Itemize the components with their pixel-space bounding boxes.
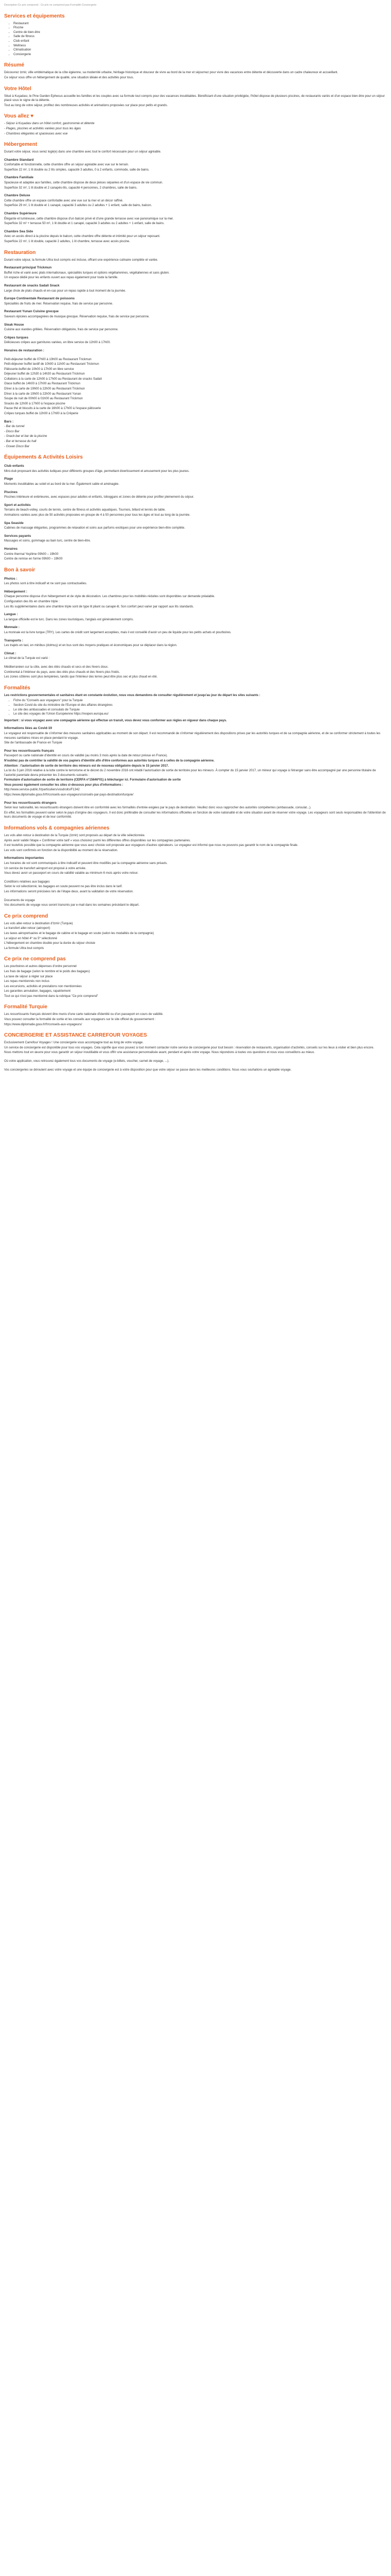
section-title: Informations vols & compagnies aériennes xyxy=(4,825,109,832)
section-title: CONCIERGERIE ET ASSISTANCE CARREFOUR VOYAGES xyxy=(4,1032,147,1039)
paragraph: Passeport ou carte nationale d'identité en cours de validité (au moins 3 mois après la date de retour prévue en France). xyxy=(4,754,168,758)
bullet-item: • Section Covid du site du ministère de l'Europe et des affaires étrangères xyxy=(13,703,387,708)
paragraph: Les excursions, activités et prestations non mentionnées xyxy=(4,985,82,988)
subheading: Spa Seaside xyxy=(4,521,24,525)
paragraph: Confortable et fonctionnelle, cette chambre offre un séjour agréable avec vue sur le terrain. xyxy=(4,163,129,167)
paragraph: Site de l'ambassade de France en Turquie xyxy=(4,741,62,745)
paragraph: Massages et soins, gommage au bain turc, centre de bien-être. xyxy=(4,539,91,543)
paragraph: Conditions relatives aux bagages xyxy=(4,880,50,884)
paragraph: Les vols aller-retour à destination de la Turquie (Izmir) sont proposés au départ de la ville sélectionnée. xyxy=(4,834,145,838)
document-page xyxy=(0,0,391,1093)
paragraph: La formule Ultra tout compris xyxy=(4,946,44,950)
paragraph: Soupe de nuit de 00h00 à 01h00 au Restaurant Trickmun xyxy=(4,397,83,401)
paragraph: Petit-déjeuner buffet de 07h00 à 10h00 au Restaurant Trickmun xyxy=(4,358,92,361)
bullet-item: • Fiche du "Conseils aux voyageurs" pour la Turquie xyxy=(13,699,387,703)
paragraph: Glace buffet de 14h00 à 17h00 au Restaurant Trickmun xyxy=(4,382,80,386)
bullet-item: • Climatisation xyxy=(13,48,387,53)
paragraph: Superficie 32 m² + terrasse 50 m², 1 lit double et 1 canapé, capacité 3 adultes ou 2 adultes + 1 enfant, salle de bains. xyxy=(4,222,165,226)
section xyxy=(4,113,387,136)
paragraph: - Snack-bar et bar de la piscine xyxy=(4,435,47,438)
section xyxy=(4,249,387,449)
spacer xyxy=(4,895,387,899)
paragraph: Superficie 22 m², 1 lit double ou 2 lits simples, capacité 3 adultes, 0 à 2 enfants, commode, salle de bains. xyxy=(4,168,150,172)
subheading: Piscines xyxy=(4,490,18,494)
bullet-item: • Piscine xyxy=(13,26,387,30)
subheading: Informations importantes xyxy=(4,856,44,860)
paragraph: Centre de remise en forme 09h00 – 19h00 xyxy=(4,557,63,561)
paragraph: La taxe de séjour à régler sur place xyxy=(4,975,53,978)
paragraph: Dîner à la carte de 19h00 à 22h00 au Restaurant Trickmun xyxy=(4,387,85,391)
paragraph: Le voyageur est responsable de s'informer des mesures sanitaires applicables au moment de son départ. Il est recommandé de s'informer régulièrement des dispositions prises par les autorités turques et de sa compagnie aérienne, et de se conformer strictement à toutes les mesures sanitaires mises en place pendant le voyage. xyxy=(4,732,381,740)
section-title: Vous allez ♥ xyxy=(4,113,34,120)
paragraph: Vous devez avoir un passeport en cours de validité valable au minimum 6 mois après votre retour. xyxy=(4,872,139,875)
paragraph: Snacks de 12h00 à 17h00 à l'espace piscine xyxy=(4,402,66,405)
paragraph: http://www.service-public.fr/particuliers/vosdroits/F1342 xyxy=(4,788,80,792)
section-title: Bon à savoir xyxy=(4,567,36,573)
paragraph: Ce séjour vous offre un hébergement de qualité, une situation idéale et des activités pour tous. xyxy=(4,76,134,79)
subheading: Chambre Familiale xyxy=(4,176,34,180)
bullet-item: • Salle de fitness xyxy=(13,35,387,39)
paragraph: Les lits supplémentaires dans une chambre triple sont de type lit pliant ou canapé-lit. Son confort peut varier par rapport aux lits standards. xyxy=(4,605,194,608)
paragraph: Les trajets en taxi, en minibus (dolmuş) et en bus sont des moyens pratiques et économiques pour se déplacer dans la région. xyxy=(4,644,177,648)
section xyxy=(4,913,387,951)
paragraph: Spacieuse et adaptée aux familles, cette chambre dispose de deux pièces séparées et d'un espace de vie commun. xyxy=(4,181,163,185)
paragraph: Cuisine aux viandes grillées. Réservation obligatoire, frais de service par personne. xyxy=(4,328,119,332)
bullet-list xyxy=(4,22,387,57)
paragraph: Vous pouvez également consulter les sites ci-dessous pour plus d'informations : xyxy=(4,783,123,787)
section-title: Ce prix ne comprend pas xyxy=(4,956,66,962)
paragraph: Selon leur nationalité, les ressortissants étrangers doivent être en conformité avec les formalités d'entrée exigées par le pays de destination. Veuillez donc vous rapprocher des autorités compétentes (ambassade, consulat...). xyxy=(4,806,312,810)
subheading: Transports : xyxy=(4,638,23,642)
breadcrumb: Description-Ce prix comprend - Ce prix ne comprend pas-Formalité-Conciergerie xyxy=(4,4,96,7)
paragraph: Moments inoubliables au soleil et au bord de la mer. Également sable et aménagée. xyxy=(4,482,120,486)
paragraph: Le transfert aller-retour (aéroport) xyxy=(4,927,51,930)
subheading: Chambre Deluxe xyxy=(4,194,30,198)
paragraph: Situé à Kuşadası, le Pine Garden Ephesus accueille les familles et les couples avec sa formule tout compris pour des vacances inoubliables. Bénéficiant d'une situation privilégiée, l'hôtel dispose de plusieurs piscines, de restaurants variés et d'un espace bien-être pour un séjour placé sous le signe de la détente. xyxy=(4,94,385,103)
paragraph: - Disco Bar xyxy=(4,430,20,433)
subheading: Club enfants xyxy=(4,464,24,468)
paragraph: Méditerranéen sur la côte, avec des étés chauds et secs et des hivers doux. xyxy=(4,666,109,669)
paragraph: Superficie 32 m², 1 lit double et 2 canapés-lits, capacité 4 personnes, 2 chambres, salle de bains. xyxy=(4,186,138,190)
paragraph: Les vols aller-retour à destination d'Izmir (Turquie) xyxy=(4,922,73,925)
section xyxy=(4,86,387,108)
subheading: Pour les ressortissants français xyxy=(4,749,54,753)
paragraph: Tout au long de votre séjour, profitez des nombreuses activités et animations proposées sur place pour petits et grands. xyxy=(4,104,168,107)
paragraph: Les vols sont confirmés en fonction de la disponibilité au moment de la réservation. xyxy=(4,849,118,852)
paragraph: - Chambres élégantes et spacieuses avec vue xyxy=(4,132,68,135)
subheading: Horaires xyxy=(4,547,18,551)
section-title: Restauration xyxy=(4,249,36,256)
paragraph: - Plages, piscines et activités variées pour tous les âges xyxy=(4,127,81,130)
section-title: Formalités xyxy=(4,685,30,691)
section xyxy=(4,13,387,57)
section-title: Hébergement xyxy=(4,142,37,148)
section-title: Services et équipements xyxy=(4,13,65,19)
paragraph: Découvrez Izmir, ville emblématique de la côte égéenne, sa modernité urbaine, héritage historique et douceur de vivre au bord de la mer et séjournez pour vivre des vacances entre détente et découverte dans un cadre chaleureux et accueillant. xyxy=(4,71,338,75)
paragraph: - Ocean Disco Bar xyxy=(4,445,30,448)
paragraph: Buffet riche et varié avec plats internationaux, spécialités turques et options végétariennes, végétaliennes et sans gluten. xyxy=(4,271,170,275)
subheading: Crêpes turques xyxy=(4,335,28,340)
section-title: Équipements & Activités Loisirs xyxy=(4,454,83,461)
paragraph: Durant votre séjour, la formule Ultra tout compris est incluse, offrant une expérience culinaire complète et variée. xyxy=(4,258,158,262)
paragraph: Nous mettons tout en œuvre pour vous garantir un séjour inoubliable et vous offrir une assistance personnalisée avant, pendant et après votre voyage. Nous répondons à toutes vos questions et nous vous conseillons au mieux. xyxy=(4,1051,315,1055)
paragraph: Documents de voyage xyxy=(4,899,35,902)
subheading: Climat : xyxy=(4,651,17,655)
paragraph: Saveurs épicées accompagnées de musique grecque. Réservation requise, frais de service par personne. xyxy=(4,315,150,318)
subheading: Photos : xyxy=(4,577,18,581)
section-title: Formalité Turquie xyxy=(4,1004,47,1010)
paragraph: Vos conciergeries se déroulent avec votre voyage et une équipe de conciergerie est à votre disposition pour que votre séjour se passe dans les meilleures conditions. Nous vous souhaitons un agréable voyage. xyxy=(4,1068,292,1072)
paragraph: Les zones côtières sont plus tempérées, tandis que l'intérieur des terres peut être plus sec et plus chaud en été. xyxy=(4,675,158,679)
paragraph: - Bar du tunnel xyxy=(4,425,25,429)
subheading: Restaurant Yunan Cuisine grecque xyxy=(4,310,59,314)
bullet-item: • Le site des voyages de l'Union Européenne https://reopen.europa.eu/ xyxy=(13,712,387,717)
spacer xyxy=(4,1064,387,1068)
paragraph: Les repas mentionnés non inclus xyxy=(4,980,50,984)
paragraph: Centre thermal Yeşilime 09h00 – 19h00 xyxy=(4,552,59,556)
bullet-item: • Restaurant xyxy=(13,22,387,26)
paragraph: Déjeuner buffet de 12h30 à 14h30 au Restaurant Trickmun xyxy=(4,372,85,376)
bullet-item: • Centre de bien-être xyxy=(13,30,387,35)
paragraph: Les ressortissants français doivent être munis d'une carte nationale d'identité ou d'un passeport en cours de validité. xyxy=(4,1013,164,1016)
paragraph: Il est toutefois possible que la compagnie aérienne que vous avez choisie soit proposée aux voyageurs d'autres opérateurs. Le voyageur est informé que nous ne pouvons pas garantir le nom de la compagnie finale. xyxy=(4,844,299,848)
section xyxy=(4,956,387,998)
paragraph: Cabines de massage élégantes, programmes de relaxation et soins aux parfums exotiques pour une expérience bien-être complète. xyxy=(4,527,185,530)
section xyxy=(4,62,387,80)
paragraph: Vos documents de voyage vous seront transmis par e-mail dans les semaines précédant le départ. xyxy=(4,904,140,907)
paragraph: Chaque personne dispose d'un hébergement et de style de décoration. Les chambres pour les mobilités réduites sont disponibles sur demande préalable. xyxy=(4,595,215,599)
paragraph: N'oubliez pas de contrôler la validité de vos papiers d'identité afin d'être conformes aux autorités turques et à celles de la compagnie aérienne. xyxy=(4,759,215,762)
spacer xyxy=(4,662,387,665)
paragraph: En effet, les formalités peuvent varier selon le pays d'origine des voyageurs. Il est donc préférable de consulter les informations officielles en fonction de votre nationalité et de votre situation avant de réserver votre voyage. Les voyageurs sont seuls responsables de l'obtention de leurs documents de voyage et de leur conformité. xyxy=(4,811,386,819)
subheading: Bars : xyxy=(4,419,14,423)
subheading: Pour les ressortissants étrangers xyxy=(4,801,57,805)
paragraph: La monnaie est la livre turque (TRY). Les cartes de crédit sont largement acceptées, mais il est conseillé d'avoir un peu de liquide pour les petits achats et pourboires. xyxy=(4,631,232,635)
paragraph: Vous pouvez consulter la formalité de sortie et les conseils aux voyageurs sur le site officiel du gouvernement : xyxy=(4,1018,156,1022)
paragraph: Les pourboires et autres dépenses d'ordre personnel xyxy=(4,965,77,969)
subheading: Steak House xyxy=(4,323,24,327)
bullet-item: • Le site des ambassades et consulats de Turquie xyxy=(13,708,387,713)
paragraph: - Bar et terrasse du hall xyxy=(4,440,37,443)
subheading: Restaurant de snacks Sadali Snack xyxy=(4,283,60,287)
paragraph: Continental à l'intérieur du pays, avec des étés plus chauds et des hivers plus froids. xyxy=(4,670,120,674)
paragraph: Les horaires de vol sont communiqués à titre indicatif et peuvent être modifiés par la compagnie aérienne sans préavis. xyxy=(4,862,168,865)
paragraph: Les taxes aéroportuaires et le bagage de cabine et le bagage en soute (selon les modalités de la compagnie) xyxy=(4,931,154,935)
bullet-item: • Conciergerie xyxy=(13,53,387,57)
paragraph: L'hébergement en chambre double pour la durée du séjour choisie xyxy=(4,942,95,945)
paragraph: Un espace dédié pour les enfants ouvert aux repas également pour toute la famille. xyxy=(4,276,119,280)
section xyxy=(4,1032,387,1072)
paragraph: - Séjour à Kuşadası dans un hôtel confort, gastronomie et détente xyxy=(4,122,95,126)
paragraph: Large choix de plats chauds et en-cas pour un repas rapide à tout moment de la journée. xyxy=(4,289,126,293)
subheading: Europe Continentale Restaurant de poissons xyxy=(4,297,75,301)
paragraph: Où votre application, vous retrouvez également tous vos documents de voyage (e-billets, voucher, carnet de voyage, ...). xyxy=(4,1060,170,1063)
paragraph: Dîner à la carte de 19h00 à 22h00 au Restaurant Yunan xyxy=(4,392,82,396)
paragraph: Les restrictions gouvernementales et sanitaires étant en constante évolution, nous vous demandons de consulter régulièrement et jusqu'au jour du départ les sites suivants : xyxy=(4,693,260,697)
paragraph: Élégante et lumineuse, cette chambre dispose d'un balcon privé et d'une grande terrasse avec vue panoramique sur la mer. xyxy=(4,217,174,221)
paragraph: Tout ce qui n'est pas mentionné dans la rubrique "Ce prix comprend" xyxy=(4,994,99,998)
paragraph: Configuration des lits en chambre triple : xyxy=(4,600,60,604)
subheading: Monnaie : xyxy=(4,625,20,630)
paragraph: Superficie 22 m², 1 lit double, capacité 2 adultes, 1 lit chambre, terrasse avec accès piscine. xyxy=(4,240,131,243)
paragraph: Formulaire d'autorisation de sortie de territoire (CERFA n°15646*01) à télécharger ici. Formulaire d'autorisation de sortie xyxy=(4,778,181,782)
subheading: Plage xyxy=(4,477,13,481)
paragraph: https://www.diplomatie.gouv.fr/fr/conseils-aux-voyageurs/conseils-par-pays-destination/turquie/ xyxy=(4,793,134,797)
spacer xyxy=(4,1056,387,1059)
subheading: Horaires de restauration : xyxy=(4,348,44,352)
paragraph: Durant votre séjour, vous serez logé(e) dans une chambre avec tout le confort nécessaire pour un séjour agréable. xyxy=(4,150,161,154)
spacer xyxy=(4,354,387,358)
paragraph: Un service de transfert aéroport est proposé à votre arrivée. xyxy=(4,867,87,870)
section-title: Votre Hôtel xyxy=(4,86,31,92)
paragraph: Piscines intérieure et extérieures, avec espaces pour adultes et enfants, toboggans et zones de détente pour profiter pleinement du séjour. xyxy=(4,496,194,499)
paragraph: Les garanties annulation, bagages, rapatriement xyxy=(4,990,71,993)
paragraph: Le séjour en hôtel 4* ou 5* sélectionné xyxy=(4,937,57,940)
bullet-list xyxy=(4,699,387,716)
section xyxy=(4,685,387,820)
paragraph: Crêpes turques buffet de 12h00 à 17h00 à la Crêperie xyxy=(4,412,78,416)
paragraph: Petit-déjeuner buffet tardif de 10h00 à 11h00 au Restaurant Trickmun xyxy=(4,363,99,366)
subheading: Hébergement : xyxy=(4,589,27,594)
subheading: Chambre Sea Side xyxy=(4,229,34,233)
paragraph: Les photos sont à titre indicatif et ne sont pas contractuelles. xyxy=(4,582,87,586)
paragraph: Les frais de bagage (selon le nombre et le poids des bagages) xyxy=(4,970,90,973)
paragraph: Le climat de la Turquie est varié : xyxy=(4,657,50,660)
paragraph: Attention : l'autorisation de sortie de territoire des mineurs est de nouveau obligatoire depuis le 15 janvier 2017. xyxy=(4,764,169,768)
paragraph: Avec un accès direct à la piscine depuis le balcon, cette chambre offre détente et intimité pour un séjour reposant. xyxy=(4,235,160,239)
paragraph: Animations variées avec plus de 50 activités proposées en groupe de 4 à 50 personnes pour tous les âges et tout au long de la journée. xyxy=(4,513,190,517)
section xyxy=(4,825,387,908)
paragraph: Spécialités de fruits de mer. Réservation requise, frais de service par personne. xyxy=(4,302,113,306)
paragraph: Terrains de beach-volley, courts de tennis, centre de fitness et activités aquatiques. Tournois, billard et tennis de table. xyxy=(4,509,166,512)
paragraph: Délicieuses crêpes aux garnitures variées, en libre service de 12h00 à 17h00. xyxy=(4,341,111,345)
subheading: Langue : xyxy=(4,613,18,617)
paragraph: Mini-club proposant des activités ludiques pour différents groupes d'âge, permettant divertissement et amusement pour les plus jeunes. xyxy=(4,469,190,473)
subheading: Services payants xyxy=(4,534,31,538)
section-title: Ce prix comprend xyxy=(4,913,48,919)
subheading: Chambre Supérieure xyxy=(4,212,37,216)
paragraph: Cette chambre offre un espace confortable avec une vue sur la mer et un décor raffiné. xyxy=(4,199,123,202)
paragraph: Important : si vous voyagez avec une compagnie aérienne qui effectue un transit, vous devez vous conformer aux règles en vigueur dans chaque pays. xyxy=(4,719,227,722)
subheading: Chambre Standard xyxy=(4,158,34,162)
section-title: Résumé xyxy=(4,62,24,69)
subheading: Sport et activités xyxy=(4,503,31,507)
paragraph: La langue officielle est le turc. Dans les zones touristiques, l'anglais est généralement compris. xyxy=(4,618,134,621)
subheading: Informations liées au Covid-19 xyxy=(4,726,52,731)
section xyxy=(4,454,387,562)
subheading: Restaurant principal Trickmun xyxy=(4,266,52,270)
paragraph: Selon le vol sélectionné, les bagages en soute peuvent ne pas être inclus dans le tarif. xyxy=(4,885,123,889)
paragraph: Exclusivement Carrefour Voyages ! Une conciergerie vous accompagne tout au long de votre voyage. xyxy=(4,1041,144,1045)
paragraph: Pâtisserie-buffet de 10h00 à 17h00 en libre service xyxy=(4,367,74,371)
paragraph: La loi du 3 juin 2016 relative à la lutte contre le terrorisme et le décret du 2 novembre 2016 ont rétabli l'autorisation de sortie de territoire pour les mineurs. À compter du 15 janvier 2017, un mineur qui voyage à l'étranger sans être accompagné par une personne titulaire de l'autorité parentale devra présenter les 3 documents suivants : xyxy=(4,769,376,777)
bullet-item: • Club enfant xyxy=(13,39,387,44)
section xyxy=(4,1004,387,1027)
paragraph: Après avoir validé l'étape « Confirmer votre tarif » vous choisirez parmi les différentes offres disponibles sur les compagnies partenaires. xyxy=(4,839,191,842)
paragraph: Les informations seront précisées lors de l'étape deux, avant la validation de votre réservation. xyxy=(4,890,134,893)
paragraph: https://www.diplomatie.gouv.fr/fr/conseils-aux-voyageurs/ xyxy=(4,1023,82,1026)
section xyxy=(4,567,387,680)
paragraph: Collations à la carte de 12h00 à 17h00 au Restaurant de snacks Sadali xyxy=(4,377,102,381)
bullet-item: • Wellness xyxy=(13,44,387,48)
paragraph: Pause thé et biscuits à la carte de 16h00 à 17h00 à l'espace pâtisserie xyxy=(4,407,101,411)
section xyxy=(4,141,387,244)
document-body xyxy=(4,13,387,1073)
paragraph: Un service de conciergerie est disponible pour tous vos voyages. Cela signifie que vous pouvez à tout moment contacter notre service de conciergerie pour tout besoin : réservation de restaurants, organisation d'activités, conseils sur les lieux à visiter et bien plus encore. xyxy=(4,1046,374,1049)
paragraph: Superficie 29 m², 1 lit double et 1 canapé, capacité 3 adultes ou 2 adultes + 1 enfant, salle de bains, balcon. xyxy=(4,204,152,208)
spacer xyxy=(4,876,387,880)
